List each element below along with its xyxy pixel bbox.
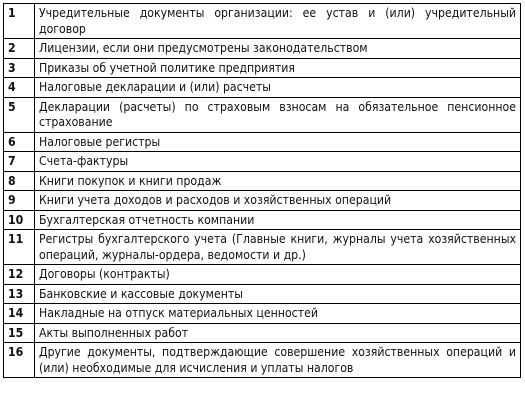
table-row <box>4 304 521 324</box>
row-number: 1 <box>4 4 35 39</box>
row-number: 8 <box>4 171 35 191</box>
row-text: Бухгалтерская отчетность компании <box>35 210 521 230</box>
row-number: 3 <box>4 58 35 78</box>
table-row <box>4 39 521 59</box>
row-number: 13 <box>4 284 35 304</box>
row-text: Налоговые регистры <box>35 132 521 152</box>
table-row <box>4 230 521 265</box>
row-text: Регистры бухгалтерского учета (Главные книги, журналы учета хозяйственных операций, журналы-ордера, ведомости и др.) <box>35 230 521 265</box>
table-row <box>4 265 521 285</box>
row-text: Книги покупок и книги продаж <box>35 171 521 191</box>
row-number: 4 <box>4 78 35 98</box>
row-text: Книги учета доходов и расходов и хозяйственных операций <box>35 191 521 211</box>
row-text: Акты выполненных работ <box>35 323 521 343</box>
row-number: 6 <box>4 132 35 152</box>
documents-table <box>3 3 521 378</box>
table-row <box>4 210 521 230</box>
row-number: 5 <box>4 97 35 132</box>
row-number: 15 <box>4 323 35 343</box>
table-row <box>4 191 521 211</box>
table-row <box>4 132 521 152</box>
table-row <box>4 152 521 172</box>
row-text: Декларации (расчеты) по страховым взносам на обязательное пенсионное страхование <box>35 97 521 132</box>
row-number: 14 <box>4 304 35 324</box>
row-text: Другие документы, подтверждающие совершение хозяйственных операций и (или) необходимые для исчисления и уплаты налогов <box>35 343 521 378</box>
table-row <box>4 58 521 78</box>
row-number: 2 <box>4 39 35 59</box>
table-row <box>4 284 521 304</box>
row-number: 16 <box>4 343 35 378</box>
row-text: Накладные на отпуск материальных ценностей <box>35 304 521 324</box>
row-number: 9 <box>4 191 35 211</box>
table-row <box>4 343 521 378</box>
row-number: 12 <box>4 265 35 285</box>
row-text: Банковские и кассовые документы <box>35 284 521 304</box>
row-number: 10 <box>4 210 35 230</box>
row-number: 11 <box>4 230 35 265</box>
table-row <box>4 78 521 98</box>
row-text: Счета-фактуры <box>35 152 521 172</box>
row-text: Договоры (контракты) <box>35 265 521 285</box>
documents-table-body <box>4 4 521 378</box>
row-text: Приказы об учетной политике предприятия <box>35 58 521 78</box>
table-row <box>4 4 521 39</box>
row-text: Лицензии, если они предусмотрены законодательством <box>35 39 521 59</box>
row-number: 7 <box>4 152 35 172</box>
table-row <box>4 323 521 343</box>
row-text: Налоговые декларации и (или) расчеты <box>35 78 521 98</box>
row-text: Учредительные документы организации: ее устав и (или) учредительный договор <box>35 4 521 39</box>
table-row <box>4 171 521 191</box>
table-row <box>4 97 521 132</box>
